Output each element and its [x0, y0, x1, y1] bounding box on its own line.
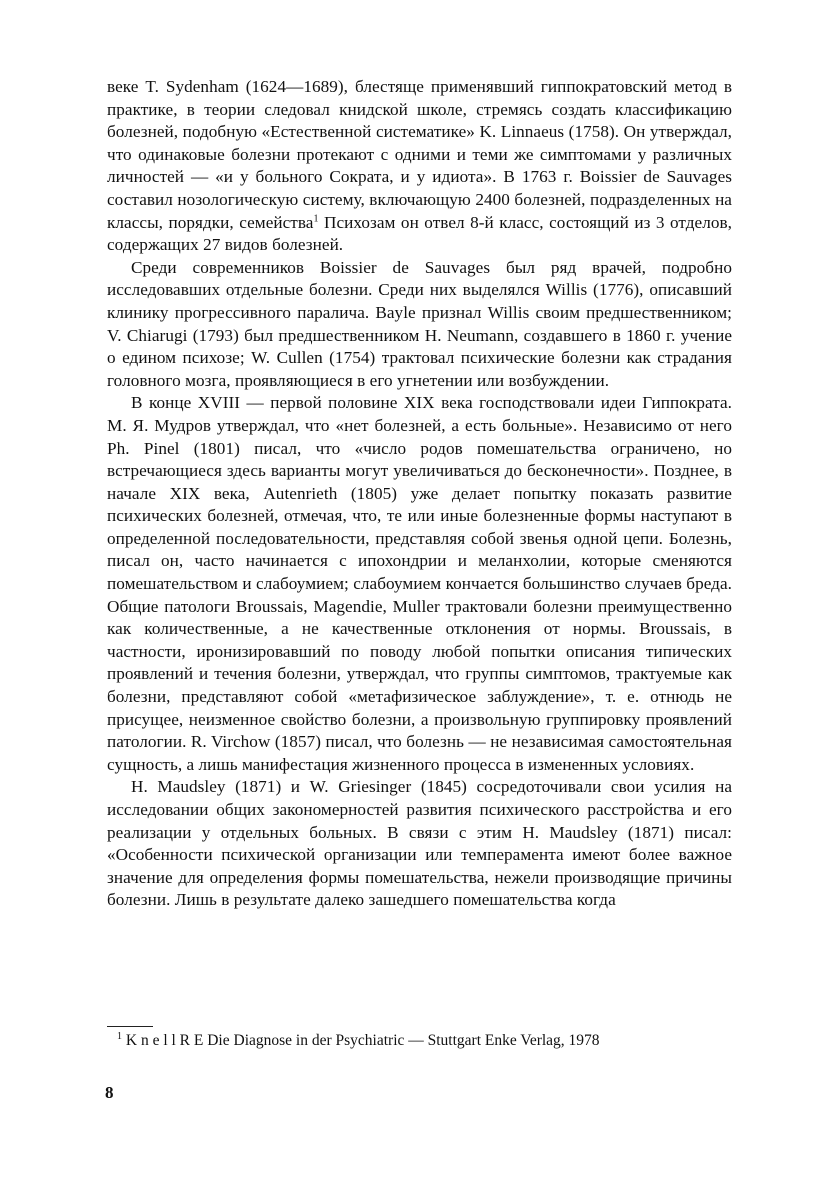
footnote — [107, 1031, 732, 1051]
footnote-text: K n e l l R E Die Diagnose in der Psychiatric — Stuttgart Enke Verlag, 1978 — [125, 1032, 600, 1049]
paragraph-2: Среди современников Boissier de Sauvages был ряд врачей, подробно исследовавших отдельные болезни. Среди них выделялся Willis (1776), описавший клинику прогрессивного паралича. Bayle признал Willis своим предшественником; V. Chiarugi (1793) был предшественником H. Neumann, создавшего в 1860 г. учение о едином психозе; W. Cullen (1754) трактовал психические болезни как страдания головного мозга, проявляющиеся в его угнетении или возбуждении. — [107, 257, 732, 390]
footnote-divider — [107, 1026, 153, 1027]
paragraph-4: H. Maudsley (1871) и W. Griesinger (1845) сосредоточивали свои усилия на исследовании общих закономерностей развития психического расстройства и его реализации у отдельных больных. В связи с этим H. Maudsley (1871) писал: «Особенности психической организации или темперамента имеют более важное значение для определения формы помешательства, нежели производящие причины болезни. Лишь в результате далеко зашедшего помешательства когда — [107, 777, 732, 910]
paragraph-3: В конце XVIII — первой половине XIX века господствовали идеи Гиппократа. М. Я. Мудров утверждал, что «нет болезней, а есть больные». Независимо от него Ph. Pinel (1801) писал, что «число родов помешательства ограничено, но встречающиеся здесь варианты могут увеличиваться до бесконечности». Позднее, в начале XIX века, Autenrieth (1805) уже делает попытку показать развитие психических болезней, отмечая, что, те или иные болезненные формы наступают в определенной последовательности, представляя собой звенья одной цепи. Болезнь, писал он, часто начинается с ипохондрии и меланхолии, которые сменяются помешательством и слабоумием; слабоумием кончается большинство случаев бреда. Общие патологи Broussais, Magendie, Muller трактовали болезни преимущественно как количественные, а не качественные отклонения от нормы. Broussais, в частности, иронизировавший по поводу любой попытки описания типических проявлений и течения болезни, утверждал, что группы симптомов, трактуемые как болезни, представляют собой «метафизическое заблуждение», т. е. отнюдь не присущее, неизменное свойство болезни, а произвольную группировку проявлений патологии. R. Virchow (1857) писал, что болезнь — не независимая самостоятельная сущность, а лишь манифестация жизненного процесса в измененных условиях. — [107, 393, 732, 774]
paragraph-1 — [107, 76, 732, 257]
page-body — [107, 76, 732, 912]
page-number: 8 — [105, 1083, 114, 1102]
paragraph-1-text: веке T. Sydenham (1624—1689), блестяще применявший гиппократовский метод в практике, в теории следовал книдской школе, стремясь создать классификацию болезней, подобную «Естественной систематике» K. Linnaeus (1758). Он утверждал, что одинаковые болезни протекают с одними и теми же симптомами у различных личностей — «и у больного Сократа, и у идиота». В 1763 г. Boissier de Sauvages составил нозологическую систему, включающую 2400 болезней, подразделенных на классы, порядки, семейства — [107, 77, 732, 232]
paragraph-1-tail: Психозам он отвел 8-й класс, состоящий из 3 отделов, содержащих 27 видов болезней. — [107, 212, 732, 255]
footnote-mark: 1 — [117, 1030, 122, 1042]
footnote-reference: 1 — [313, 212, 319, 224]
